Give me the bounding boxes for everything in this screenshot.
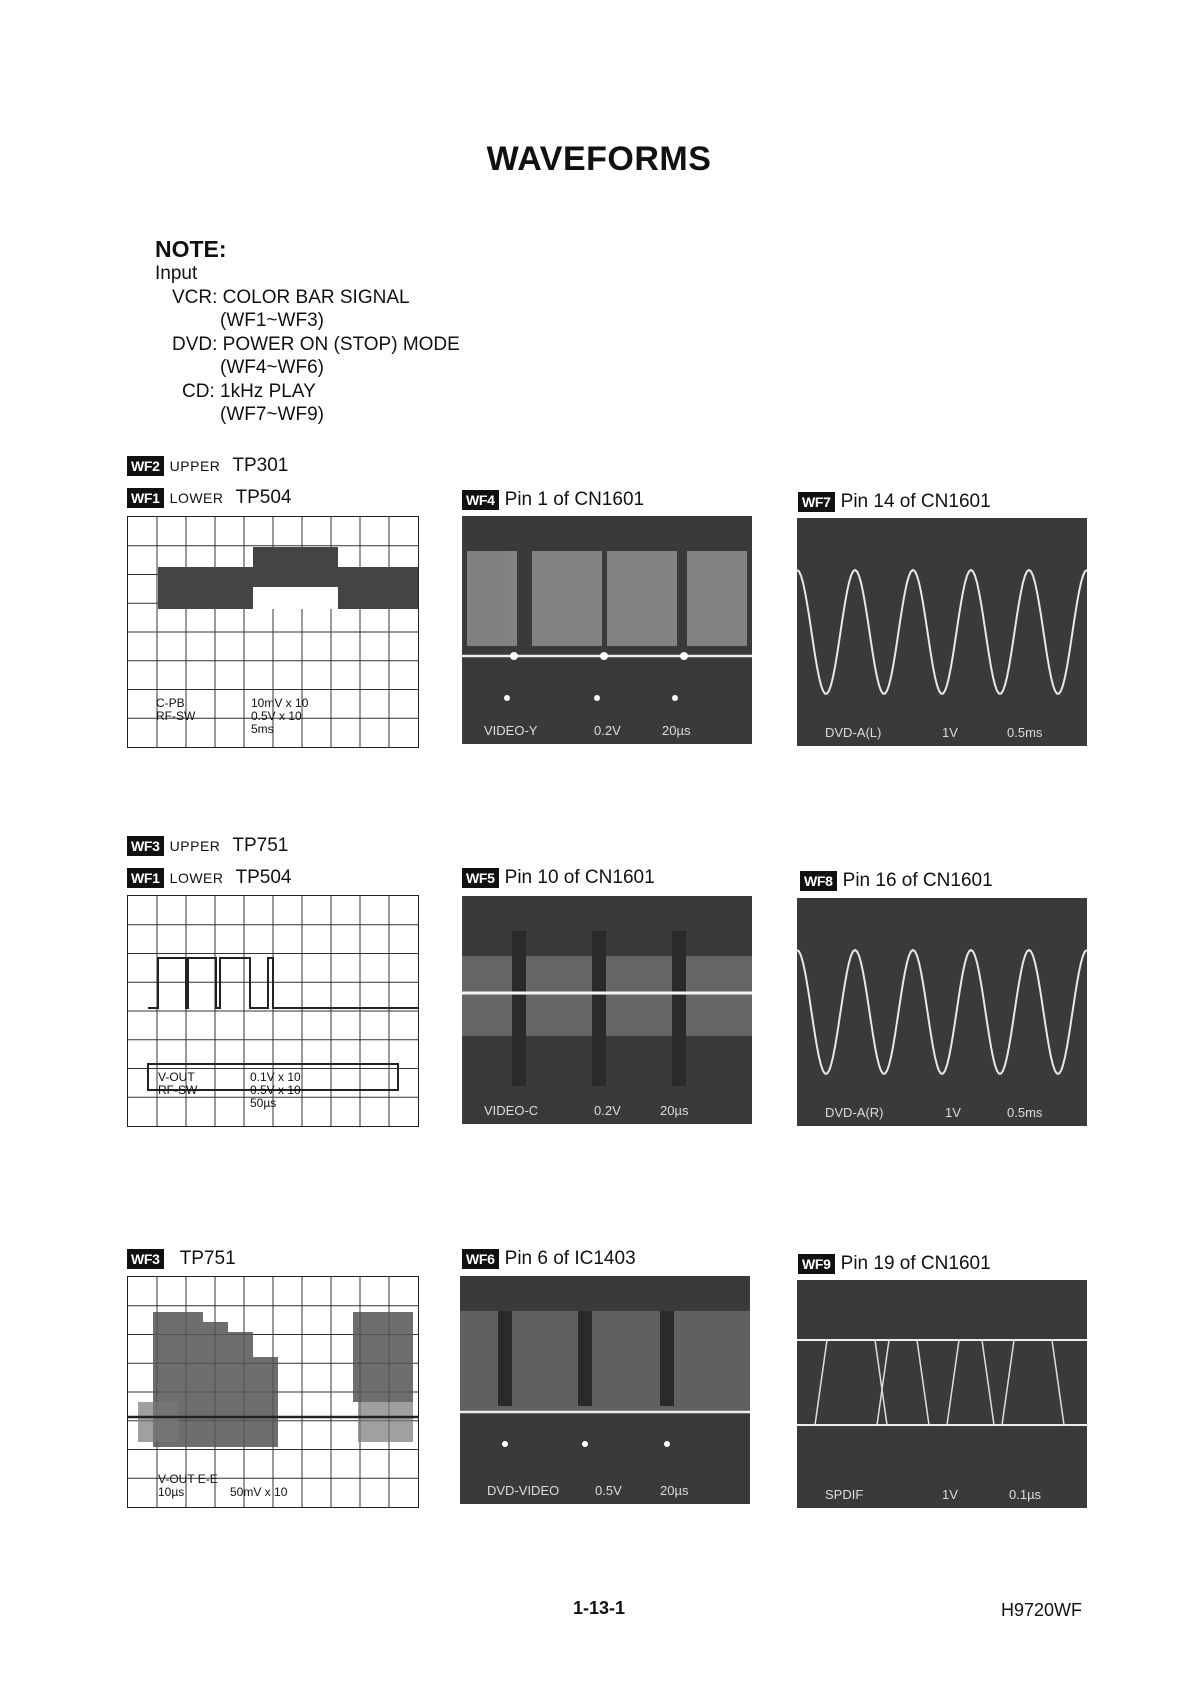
waveform-trace (460, 1276, 750, 1504)
note-input: Input (155, 263, 198, 284)
waveform-trace (462, 516, 752, 744)
wf9-label (798, 1253, 991, 1275)
scope-dvd-a-l (797, 518, 1087, 746)
scope-video-c (462, 896, 752, 1124)
wf4-label (462, 489, 644, 511)
wf-badge: WF2 (127, 456, 164, 476)
wf-badge: WF5 (462, 868, 499, 888)
wf-badge: WF8 (800, 871, 837, 891)
wf-title: Pin 6 of IC1403 (504, 1248, 636, 1269)
signal-name: VIDEO-C (484, 1103, 539, 1118)
wf6-label (462, 1248, 636, 1270)
wf-title: Pin 1 of CN1601 (504, 489, 645, 510)
volt-scale: 0.2V (594, 723, 621, 738)
wf-badge: WF1 (127, 868, 164, 888)
wf-title: Pin 10 of CN1601 (504, 867, 655, 888)
waveform-trace (797, 1280, 1087, 1508)
signal-name: DVD-VIDEO (487, 1483, 560, 1498)
signal-name: DVD-A(L) (825, 725, 882, 740)
wf-label (127, 1248, 236, 1270)
note-block (155, 236, 460, 427)
oscilloscope-grid (127, 895, 419, 1127)
scope-dvd-video (460, 1276, 750, 1504)
upper-tag: UPPER (169, 458, 221, 474)
wf7-label (798, 491, 991, 513)
test-point: TP301 (232, 455, 289, 476)
signal-name: DVD-A(R) (825, 1105, 884, 1120)
time-scale: 20µs (660, 1483, 689, 1498)
wf-badge: WF7 (798, 492, 835, 512)
time-scale: 20µs (662, 723, 691, 738)
test-point: TP504 (235, 487, 292, 508)
waveform-trace (797, 898, 1087, 1126)
test-point: TP751 (232, 835, 289, 856)
wf-badge: WF9 (798, 1254, 835, 1274)
signal-name: SPDIF (825, 1487, 864, 1502)
upper-tag: UPPER (169, 838, 221, 854)
note-heading: NOTE: (155, 236, 227, 262)
wf-title: Pin 16 of CN1601 (842, 870, 993, 891)
wf-title: Pin 14 of CN1601 (840, 491, 991, 512)
waveform-trace (462, 896, 752, 1124)
wf8-label (800, 870, 993, 892)
wf-badge: WF3 (127, 836, 164, 856)
channel-label: V-OUT RF-SW (158, 1070, 198, 1097)
wf-badge: WF1 (127, 488, 164, 508)
time-scale: 0.1µs (1009, 1487, 1042, 1502)
oscilloscope-grid (127, 1276, 419, 1508)
page-number: 1-13-1 (572, 1598, 626, 1618)
scale-label: 50mV x 10 (230, 1485, 288, 1499)
scale-label: 10mV x 10 0.5V x 10 5ms (251, 696, 309, 736)
volt-scale: 0.2V (594, 1103, 621, 1118)
model-number: H9720WF (1000, 1600, 1082, 1620)
wf-badge: WF3 (127, 1249, 164, 1269)
oscilloscope-grid (127, 516, 419, 748)
wf-badge: WF4 (462, 490, 499, 510)
note-cd: CD: 1kHz PLAY (182, 380, 316, 402)
wf5-label (462, 867, 655, 889)
lower-tag: LOWER (169, 490, 224, 506)
note-dvd-range: (WF4~WF6) (220, 357, 324, 378)
wf-title: Pin 19 of CN1601 (840, 1253, 991, 1274)
volt-scale: 0.5V (595, 1483, 622, 1498)
volt-scale: 1V (945, 1105, 961, 1120)
wf-upper-label (127, 455, 288, 477)
note-cd-range: (WF7~WF9) (220, 404, 324, 425)
time-scale: 0.5ms (1007, 1105, 1043, 1120)
wf-upper-label (127, 835, 288, 857)
note-vcr: VCR: COLOR BAR SIGNAL (172, 286, 410, 308)
lower-tag: LOWER (169, 870, 224, 886)
scale-label: 0.1V x 10 0.5V x 10 50µs (250, 1070, 301, 1110)
volt-scale: 1V (942, 1487, 958, 1502)
test-point: TP751 (179, 1248, 236, 1269)
note-dvd: DVD: POWER ON (STOP) MODE (172, 333, 460, 355)
channel-label: C-PB RF-SW (156, 696, 196, 723)
waveform-trace (797, 518, 1087, 746)
signal-name: VIDEO-Y (484, 723, 538, 738)
volt-scale: 1V (942, 725, 958, 740)
wf-lower-label (127, 487, 291, 509)
test-point: TP504 (235, 867, 292, 888)
scope-dvd-a-r (797, 898, 1087, 1126)
note-vcr-range: (WF1~WF3) (220, 310, 324, 331)
wf-lower-label (127, 867, 291, 889)
wf-badge: WF6 (462, 1249, 499, 1269)
scope-video-y (462, 516, 752, 744)
time-scale: 20µs (660, 1103, 689, 1118)
page-title: WAVEFORMS (486, 140, 712, 178)
channel-label: V-OUT E-E 10µs (158, 1472, 218, 1499)
scope-spdif (797, 1280, 1087, 1508)
time-scale: 0.5ms (1007, 725, 1043, 740)
